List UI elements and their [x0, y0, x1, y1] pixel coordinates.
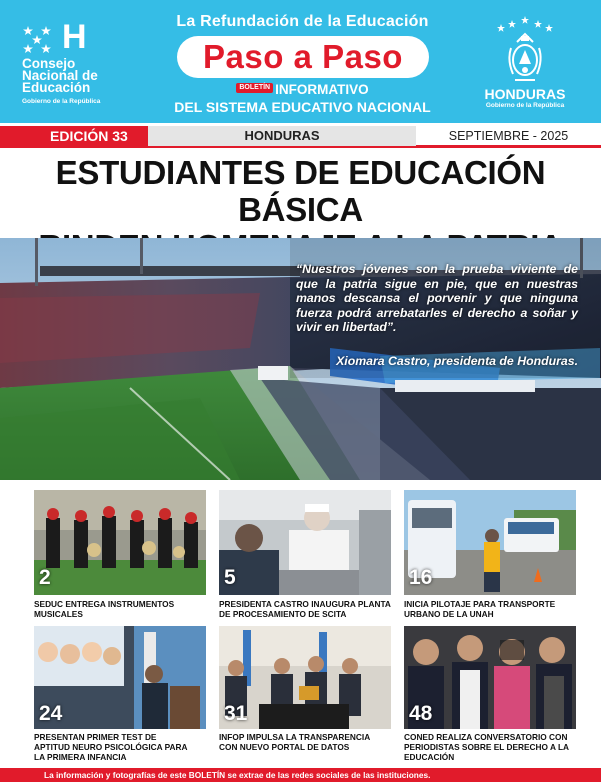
- coned-h-mark: H: [62, 18, 87, 56]
- coned-logo: [22, 18, 142, 107]
- edition-bar: [0, 126, 601, 146]
- article-card-instruments[interactable]: [34, 490, 206, 619]
- title-block: [160, 0, 445, 123]
- headline-line-1: ESTUDIANTES DE EDUCACIÓN BÁSICA: [55, 154, 546, 228]
- article-card-coned[interactable]: [404, 626, 576, 764]
- edition-date: SEPTIEMBRE - 2025: [416, 126, 601, 146]
- footer-note: La información y fotografías de este BOLETÍN se extrae de las redes sociales de las instituciones.: [44, 770, 431, 780]
- article-caption: PRESIDENTA CASTRO INAUGURA PLANTA DE PROCESAMIENTO DE SCITA: [219, 599, 391, 619]
- honduras-logo: [470, 14, 580, 114]
- coned-subtitle: Gobierno de la República: [22, 98, 101, 105]
- edition-number: EDICIÓN 33: [50, 128, 128, 144]
- coat-of-arms-icon: [503, 30, 547, 88]
- coned-name: Consejo Nacional de Educación: [22, 56, 98, 95]
- informativo-text: INFORMATIVO: [275, 82, 369, 97]
- article-caption: INICIA PILOTAJE PARA TRANSPORTE URBANO DE LA UNAH: [404, 599, 556, 619]
- quote-author: Xiomara Castro, presidenta de Honduras.: [336, 354, 578, 368]
- gobierno-label: Gobierno de la República: [485, 102, 565, 109]
- article-card-test[interactable]: [34, 626, 206, 764]
- hero-photo: [0, 238, 601, 480]
- slogan: La Refundación de la Educación: [176, 13, 429, 30]
- article-photo: [219, 490, 391, 595]
- footer-bar: [0, 768, 601, 782]
- country-label: HONDURAS: [148, 126, 416, 146]
- article-caption: SEDUC ENTREGA INSTRUMENTOS MUSICALES: [34, 599, 175, 619]
- newsletter-title: Paso a Paso: [177, 36, 429, 78]
- article-card-unah[interactable]: [404, 490, 576, 619]
- boletin-tag: BOLETÍN: [236, 83, 273, 93]
- page-number: 31: [224, 702, 248, 725]
- sistema-line: DEL SISTEMA EDUCATIVO NACIONAL: [174, 99, 431, 115]
- president-quote: “Nuestros jóvenes son la prueba viviente de que la patria sigue en pie, que en nuestras manos descansa el porvenir y que ninguna fuerza podrá arrebatarles el derecho a soñar y vivir en libertad”.: [296, 262, 578, 335]
- masthead: [0, 0, 601, 123]
- edition-divider: [0, 146, 601, 148]
- stars-icon: [22, 24, 62, 56]
- article-card-infop[interactable]: [219, 626, 391, 764]
- page-number: 5: [224, 566, 236, 589]
- informativo-line: [160, 81, 445, 99]
- page-number: 2: [39, 566, 51, 589]
- article-caption: CONED REALIZA CONVERSATORIO CON PERIODISTAS SOBRE EL DERECHO A LA EDUCACIÓN: [404, 732, 569, 762]
- article-card-scita[interactable]: [219, 490, 391, 619]
- page-number: 48: [409, 702, 433, 725]
- edition-badge: [0, 126, 148, 146]
- article-photo: [34, 490, 206, 595]
- page-number: 16: [409, 566, 433, 589]
- article-caption: PRESENTAN PRIMER TEST DE APTITUD NEURO PSICOLÓGICA PARA LA PRIMERA INFANCIA: [34, 732, 188, 762]
- page-number: 24: [39, 702, 63, 725]
- article-caption: INFOP IMPULSA LA TRANSPARENCIA CON NUEVO PORTAL DE DATOS: [219, 732, 370, 752]
- honduras-label: HONDURAS: [484, 86, 566, 102]
